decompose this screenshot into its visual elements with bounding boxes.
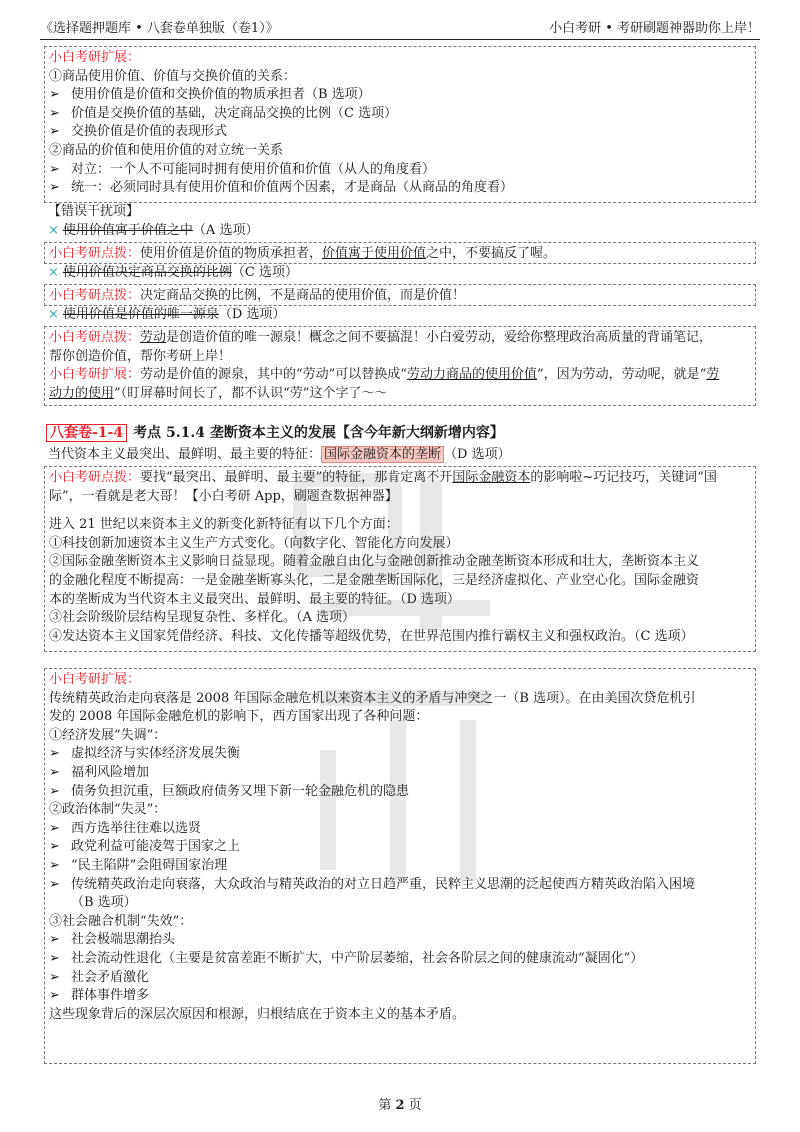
bullet-item: ➢ 对立：一个人不可能同时拥有使用价值和价值（从人的角度看）: [49, 161, 751, 180]
bullet-item: ➢ 交换价值是价值的表现形式: [49, 123, 751, 142]
bullet-item: ➢ “民主陷阱”会阻碍国家治理: [49, 857, 751, 876]
bullet-item: ➢ 价值是交换价值的基础，决定商品交换的比例（C 选项）: [49, 105, 751, 124]
tip-box-2: 小白考研点拨：决定商品交换的比例，不是商品的使用价值，而是价值！: [44, 284, 756, 306]
tip-box-analysis: 小白考研点拨：要找“最突出、最鲜明、最主要”的特征，那肯定离不开国际金融资本的影响啦~巧记技巧，关键词“国 际”，一看就是老大哥！【小白考研 App，刷题查数据神器】 进入 21 世纪以来资本主义的新变化新特征有以下几个方面： ①科技创新加速资本主义生产方式变化。（向数字化、智能化方向发展） ②国际金融垄断资本主义影响日益显现。随着金融自由化与金融创新推动金融垄断资本形成和壮大，垄断资本主义 的金融化程度不断提高：一是金融垄断寡头化，二是金融垄断国际化，三是经济虚拟化、产业空心化。国际金融资 本的垄断成为当代资本主义最突出、最鲜明、最主要的特征。（D 选项） ③社会阶级阶层结构呈现复杂性、多样化。（A 选项） ④发达资本主义国家凭借经济、科技、文化传播等超级优势，在世界范围内推行霸权主义和强权政治。（C 选项）: [44, 466, 756, 652]
bullet-item: ➢ 使用价值是价值和交换价值的物质承担者（B 选项）: [49, 86, 751, 105]
bullet-item: ➢ 福利风险增加: [49, 764, 751, 783]
tip-box-3: 小白考研点拨：劳动是创造价值的唯一源泉！概念之间不要搞混！小白爱劳动，爱给你整理政治高质量的背诵笔记， 帮你创造价值，帮你考研上岸！ 小白考研扩展：劳动是价值的源泉，其中的“劳动”可以替换成“劳动力商品的使用价值”，因为劳动，劳动呢，就是“劳 动力的使用”（盯屏幕时间长了，都不认识“劳”这个字了～～: [44, 326, 756, 406]
arrow-bullet-icon: ➢: [49, 746, 60, 762]
header-title: 《选择题押题库 • 八套卷单独版（卷1）》: [40, 21, 279, 36]
page-number: 第 2 页: [378, 1098, 422, 1113]
cross-icon: ×: [48, 307, 59, 322]
section-tag: 八套卷-1-4: [46, 424, 127, 442]
box-title: 小白考研扩展：: [49, 672, 141, 687]
bullet-item: ➢ 社会流动性退化（主要是贫富差距不断扩大，中产阶层萎缩，社会各阶层之间的健康流动“凝固化”）: [49, 950, 751, 969]
extension-box-2: 小白考研扩展： 传统精英政治走向衰落是 2008 年国际金融危机以来资本主义的矛盾与冲突之一（B 选项）。在由美国次贷危机引 发的 2008 年国际金融危机的影响下，西方国家出现了各种问题： ①经济发展“失调”： ➢ 虚拟经济与实体经济发展失衡 ➢ 福利风险增加 ➢ 债务负担沉重，巨额政府债务又埋下新一轮金融危机的隐患 ②政治体制“失灵”： ➢ 西方选举往往难以选贤 ➢ 政党利益可能凌驾于国家之上 ➢ “民主陷阱”会阻碍国家治理 ➢ 传统精英政治走向衰落，大众政治与精英政治的对立日趋严重，民粹主义思潮的泛起使西方精英政治陷入困境 （B 选项） ③社会融合机制“失效”： ➢ 社会极端思潮抬头 ➢ 社会流动性退化（主要是贫富差距不断扩大，中产阶层萎缩，社会各阶层之间的健康流动“凝固化”） ➢ 社会矛盾激化 ➢ 群体事件增多 这些现象背后的深层次原因和根源，归根结底在于资本主义的基本矛盾。: [44, 668, 756, 1064]
bullet-item: ➢ 传统精英政治走向衰落，大众政治与精英政治的对立日趋严重，民粹主义思潮的泛起使西方精英政治陷入困境: [49, 876, 751, 895]
cross-icon: ×: [48, 223, 59, 238]
arrow-bullet-icon: ➢: [49, 87, 60, 103]
answer-highlight: 国际金融资本的垄断: [321, 446, 444, 463]
arrow-bullet-icon: ➢: [49, 988, 60, 1004]
bullet-item: ➢ 统一：必须同时具有使用价值和价值两个因素，才是商品（从商品的角度看）: [49, 179, 751, 198]
bullet-item: ➢ 西方选举往往难以选贤: [49, 820, 751, 839]
arrow-bullet-icon: ➢: [49, 839, 60, 855]
arrow-bullet-icon: ➢: [49, 950, 60, 966]
wrong-option-a: × 使用价值寓于价值之中（A 选项）: [48, 223, 259, 238]
text-line: ②商品的价值和使用价值的对立统一关系: [49, 142, 284, 158]
extension-box-1: [44, 46, 756, 203]
bullet-item: ➢ 群体事件增多: [49, 987, 751, 1006]
bullet-item: ➢ 政党利益可能凌驾于国家之上: [49, 838, 751, 857]
text-line: ①商品使用价值、价值与交换价值的关系：: [49, 68, 297, 84]
arrow-bullet-icon: ➢: [49, 161, 60, 177]
tip-box-1: 小白考研点拨：使用价值是价值的物质承担者，价值寓于使用价值之中，不要搞反了喔。: [44, 242, 756, 264]
section-title: 考点 5.1.4 垄断资本主义的发展【含今年新大纲新增内容】: [133, 425, 504, 441]
arrow-bullet-icon: ➢: [49, 857, 60, 873]
bullet-item: ➢ 虚拟经济与实体经济发展失衡: [49, 745, 751, 764]
arrow-bullet-icon: ➢: [49, 932, 60, 948]
bullet-item: ➢ 社会极端思潮抬头: [49, 931, 751, 950]
header-slogan: 小白考研 • 考研刷题神器助你上岸！: [549, 21, 760, 36]
box-title: 小白考研扩展：: [49, 50, 141, 65]
arrow-bullet-icon: ➢: [49, 180, 60, 196]
arrow-bullet-icon: ➢: [49, 969, 60, 985]
wrong-option-c: × 使用价值决定商品交换的比例（C 选项）: [48, 265, 299, 280]
question-line: 当代资本主义最突出、最鲜明、最主要的特征： 国际金融资本的垄断 （D 选项）: [48, 447, 511, 462]
arrow-bullet-icon: ➢: [49, 124, 60, 140]
wrong-options-label: 【错误干扰项】: [48, 204, 140, 219]
page-header: [40, 12, 760, 40]
arrow-bullet-icon: ➢: [49, 876, 60, 892]
wrong-option-d: × 使用价值是价值的唯一源泉（D 选项）: [48, 307, 286, 322]
section-heading: [46, 424, 504, 443]
bullet-item: ➢ 社会矛盾激化: [49, 969, 751, 988]
bullet-item: ➢ 债务负担沉重，巨额政府债务又埋下新一轮金融危机的隐患: [49, 783, 751, 802]
arrow-bullet-icon: ➢: [49, 820, 60, 836]
arrow-bullet-icon: ➢: [49, 783, 60, 799]
arrow-bullet-icon: ➢: [49, 764, 60, 780]
cross-icon: ×: [48, 265, 59, 280]
arrow-bullet-icon: ➢: [49, 105, 60, 121]
